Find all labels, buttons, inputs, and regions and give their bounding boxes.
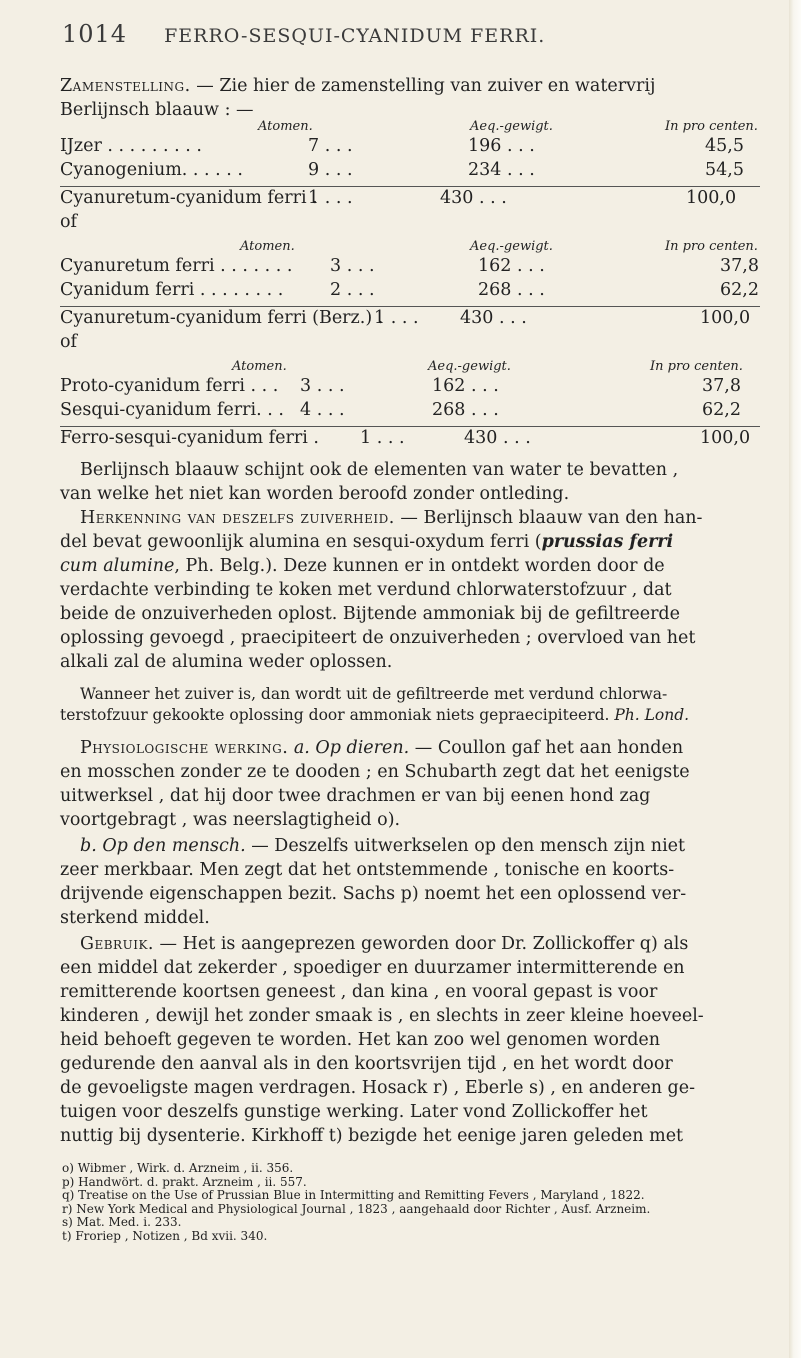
italic-term: prussias ferri [541, 532, 674, 552]
table-row [60, 136, 770, 160]
total-weight: 430 . . . [460, 308, 527, 328]
italic-heading: Op dieren. [315, 738, 410, 758]
text-line: van welke het niet kan worden beroofd zonder ontleding. [60, 484, 570, 504]
footnote: p) Handwört. d. prakt. Arzneim , ii. 557. [62, 1174, 307, 1189]
total-pct: 100,0 [700, 428, 751, 448]
source-ref: Ph. Lond. [614, 706, 690, 724]
text-line: , Ph. Belg.). Deze kunnen er in ontdekt worden door de [174, 556, 665, 576]
paragraph-herkenning [60, 506, 770, 674]
col-weight: Aeq.-gewigt. [470, 239, 553, 254]
text-line: heid behoeft gegeven te worden. Het kan zoo wel genomen worden [60, 1030, 661, 1050]
or-text: of [60, 332, 78, 352]
footnote: q) Treatise on the Use of Prussian Blue in Intermitting and Remitting Fevers , Maryland , 1822. [62, 1188, 645, 1202]
row-name: Sesqui-cyanidum ferri. . . [60, 400, 284, 420]
row-pct: 62,2 [702, 400, 741, 420]
text-line: uitwerksel , dat hij door twee drachmen er van bij eenen hond zag [60, 786, 651, 806]
text-line: verdachte verbinding te koken met verdund chlorwaterstofzuur , dat [60, 580, 672, 600]
col-percent: In pro centen. [650, 359, 743, 374]
footnote: o) Wibmer , Wirk. d. Arzneim , ii. 356. [62, 1161, 294, 1175]
text-line: voortgebragt , was neerslagtigheid o). [60, 810, 401, 830]
footnote: r) New York Medical and Physiological Journal , 1823 , aangehaald door Richter , Ausf. Arzneim. [62, 1201, 651, 1216]
table-row [60, 280, 770, 304]
table-total-row [60, 428, 770, 452]
col-percent: In pro centen. [665, 119, 758, 134]
text-line: gedurende den aanval als in den koortsvrijen tijd , en het wordt door [60, 1054, 673, 1074]
text-line: — Coullon gaf het aan honden [409, 738, 684, 758]
col-atoms: Atomen. [240, 239, 295, 254]
total-name: Cyanuretum-cyanidum ferri (Berz.) . [60, 308, 384, 328]
row-name: Proto-cyanidum ferri . . . [60, 376, 279, 396]
text-line: en mosschen zonder ze te dooden ; en Schubarth zegt dat het eenigste [60, 762, 690, 782]
item-marker: b. [80, 836, 103, 856]
intro-text-2: Berlijnsch blaauw : — [60, 100, 254, 120]
row-name: Cyanuretum ferri . . . . . . . [60, 256, 293, 276]
page-edge [789, 0, 801, 1358]
table-row [60, 160, 770, 184]
footnote: t) Froriep , Notizen , Bd xvii. 340. [62, 1228, 268, 1243]
row-atoms: 3 . . . [300, 376, 345, 396]
paragraph-gebruik [60, 932, 770, 1148]
text-line: — Het is aangeprezen geworden door Dr. Zollickoffer q) als [153, 934, 689, 954]
row-pct: 37,8 [702, 376, 741, 396]
text-line: alkali zal de alumina weder oplossen. [60, 652, 393, 672]
paragraph-mensch [60, 834, 770, 930]
or-line [60, 332, 770, 356]
row-weight: 268 . . . [432, 400, 499, 420]
text-line: remitterende koortsen geneest , dan kina , en vooral gepast is voor [60, 982, 658, 1002]
col-percent: In pro centen. [665, 239, 758, 254]
table-row [60, 376, 770, 400]
table-rule [60, 306, 760, 307]
total-pct: 100,0 [700, 308, 751, 328]
text-line: zeer merkbaar. Men zegt dat het ontstemmende , tonische en koorts- [60, 860, 675, 880]
total-weight: 430 . . . [440, 188, 507, 208]
row-weight: 234 . . . [468, 160, 535, 180]
section-label-gebruik: Gebruik. [80, 934, 154, 954]
running-title: FERRO-SESQUI-CYANIDUM FERRI. [164, 25, 546, 47]
row-atoms: 3 . . . [330, 256, 375, 276]
text-line: beide de onzuiverheden oplost. Bijtende ammoniak bij de gefiltreerde [60, 604, 680, 624]
row-name: Cyanogenium. . . . . . [60, 160, 243, 180]
text-line: tuigen voor deszelfs gunstige werking. Later vond Zollickoffer het [60, 1102, 648, 1122]
text-line: del bevat gewoonlijk alumina en sesqui-oxydum ferri ( [60, 532, 542, 552]
total-weight: 430 . . . [464, 428, 531, 448]
row-weight: 196 . . . [468, 136, 535, 156]
footnotes [62, 1162, 762, 1243]
col-weight: Aeq.-gewigt. [428, 359, 511, 374]
footnote: s) Mat. Med. i. 233. [62, 1215, 182, 1229]
row-weight: 268 . . . [478, 280, 545, 300]
text-line: drijvende eigenschappen bezit. Sachs p) noemt het een oplossend ver- [60, 884, 687, 904]
text-line: Berlijnsch blaauw schijnt ook de elementen van water te bevatten , [80, 460, 679, 480]
text-line: kinderen , dewijl het zonder smaak is , en slechts in zeer kleine hoeveel- [60, 1006, 704, 1026]
row-atoms: 7 . . . [308, 136, 353, 156]
row-pct: 54,5 [705, 160, 744, 180]
italic-term: cum alumine [60, 556, 175, 576]
running-header [62, 20, 762, 48]
intro-paragraph [60, 74, 770, 122]
row-pct: 45,5 [705, 136, 744, 156]
small-note [60, 684, 770, 726]
total-name: Cyanuretum-cyanidum ferri . [60, 188, 318, 208]
or-text: of [60, 212, 78, 232]
intro-text: — Zie hier de zamenstelling van zuiver en watervrij [190, 76, 656, 96]
total-name: Ferro-sesqui-cyanidum ferri . [60, 428, 319, 448]
section-label-herkenning: Herkenning van deszelfs zuiverheid. [80, 508, 395, 528]
col-weight: Aeq.-gewigt. [470, 119, 553, 134]
italic-heading: Op den mensch. [102, 836, 246, 856]
table-row [60, 400, 770, 424]
table-rule [60, 426, 760, 427]
text-line: terstofzuur gekookte oplossing door ammoniak niets gepraecipiteerd. [60, 706, 615, 724]
text-line: nuttig bij dysenterie. Kirkhoff t) bezigde het eenige jaren geleden met [60, 1126, 684, 1146]
row-name: Cyanidum ferri . . . . . . . . [60, 280, 284, 300]
section-label-physiologische: Physiologische werking. [80, 738, 289, 758]
paragraph-physiologische [60, 736, 770, 832]
text-line: sterkend middel. [60, 908, 210, 928]
row-pct: 37,8 [720, 256, 759, 276]
paragraph-elements [60, 458, 770, 506]
page-number: 1014 [62, 20, 128, 48]
text-line: oplossing gevoegd , praecipiteert de onzuiverheden ; overvloed van het [60, 628, 696, 648]
text-line: Wanneer het zuiver is, dan wordt uit de gefiltreerde met verdund chlorwa- [80, 685, 668, 703]
row-name: IJzer . . . . . . . . . [60, 136, 202, 156]
row-atoms: 9 . . . [308, 160, 353, 180]
table-row [60, 256, 770, 280]
section-label-zamenstelling: Zamenstelling. [60, 76, 191, 96]
text-line: — Deszelfs uitwerkselen op den mensch zijn niet [245, 836, 686, 856]
table-rule [60, 186, 760, 187]
total-atoms: 1 . . . [374, 308, 419, 328]
table-total-row [60, 308, 770, 332]
col-atoms: Atomen. [258, 119, 313, 134]
total-pct: 100,0 [686, 188, 737, 208]
row-pct: 62,2 [720, 280, 759, 300]
table-total-row [60, 188, 770, 212]
col-atoms: Atomen. [232, 359, 287, 374]
row-weight: 162 . . . [432, 376, 499, 396]
total-atoms: 1 . . . [308, 188, 353, 208]
text-line: — Berlijnsch blaauw van den han- [394, 508, 703, 528]
item-marker: a. [288, 738, 316, 758]
or-line [60, 212, 770, 236]
text-line: een middel dat zekerder , spoediger en duurzamer intermitterende en [60, 958, 685, 978]
row-atoms: 4 . . . [300, 400, 345, 420]
total-atoms: 1 . . . [360, 428, 405, 448]
row-weight: 162 . . . [478, 256, 545, 276]
text-line: de gevoeligste magen verdragen. Hosack r) , Eberle s) , en anderen ge- [60, 1078, 696, 1098]
row-atoms: 2 . . . [330, 280, 375, 300]
